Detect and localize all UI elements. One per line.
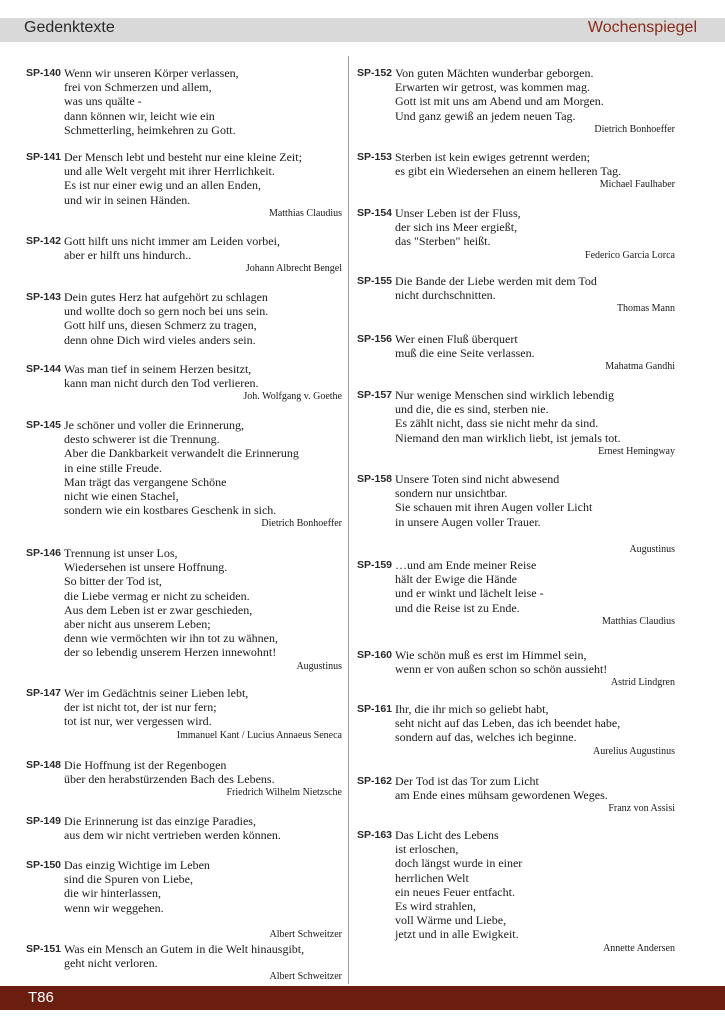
quote-code: SP-161	[357, 703, 393, 715]
quote-code: SP-159	[357, 559, 393, 571]
quote-code: SP-141	[26, 151, 62, 163]
quote-code: SP-160	[357, 649, 393, 661]
quote-line: desto schwerer ist die Trennung.	[64, 432, 220, 447]
quote-code: SP-151	[26, 943, 62, 955]
quote-line: Wiedersehen ist unsere Hoffnung.	[64, 560, 228, 575]
quote-line: seht nicht auf das Leben, das ich beendet habe,	[395, 716, 621, 731]
quote-line: und die, die es sind, sterben nie.	[395, 402, 549, 417]
quote-line: Nur wenige Menschen sind wirklich lebendig	[395, 388, 614, 402]
quote-line: am Ende eines mühsam gewordenen Weges.	[395, 788, 608, 803]
quote-code: SP-149	[26, 815, 62, 827]
quote-author: Friedrich Wilhelm Nietzsche	[226, 787, 342, 799]
quote-line: aber nicht aus unserem Leben;	[64, 617, 211, 632]
quote-text	[395, 472, 675, 529]
quote-line: ist erloschen,	[395, 842, 459, 857]
quote-line: jetzt und in alle Ewigkeit.	[395, 927, 519, 942]
quote-line: aus dem wir nicht vertrieben werden können.	[64, 828, 281, 843]
quote-line: Unser Leben ist der Fluss,	[395, 206, 521, 220]
quote-line: nicht wie einen Stachel,	[64, 489, 179, 504]
quote-line: frei von Schmerzen und allem,	[64, 80, 212, 95]
quote-code: SP-162	[357, 775, 393, 787]
quote-line: das "Sterben" heißt.	[395, 234, 491, 249]
quote-code: SP-147	[26, 687, 62, 699]
quote-line: Man trägt das vergangene Schöne	[64, 474, 227, 489]
quote-code: SP-158	[357, 473, 393, 485]
quote-author: Albert Schweitzer	[269, 928, 342, 940]
quote-code: SP-143	[26, 291, 62, 303]
quote-text	[64, 234, 342, 262]
quote-line: denn ohne Dich wird vieles anders sein.	[64, 332, 256, 347]
quote-line: kann man nicht durch den Tod verlieren.	[64, 376, 259, 391]
quote-line: Niemand den man wirklich liebt, ist jemals tot.	[395, 430, 621, 445]
quote-text	[64, 546, 342, 660]
quote-line: über den herabstürzenden Bach des Lebens.	[64, 772, 275, 787]
quote-text	[395, 388, 675, 445]
quote-line: Sie schauen mit ihren Augen voller Licht	[395, 500, 593, 515]
quote-line: Gott hilft uns nicht immer am Leiden vorbei,	[64, 234, 280, 248]
quote-line: Je schöner und voller die Erinnerung,	[64, 418, 244, 432]
quote-code: SP-146	[26, 547, 62, 559]
quote-code: SP-154	[357, 207, 393, 219]
quote-line: dann können wir, leicht wie ein	[64, 108, 215, 123]
quote-line: und wollte doch so gern noch bei uns sein.	[64, 304, 269, 319]
quote-code: SP-155	[357, 275, 393, 287]
quote-line: Der Tod ist das Tor zum Licht	[395, 774, 539, 788]
quote-line: in eine stille Freude.	[64, 460, 162, 475]
quote-text	[64, 686, 342, 729]
quote-author: Annette Andersen	[603, 942, 675, 954]
quote-text	[64, 66, 342, 137]
quote-text	[64, 418, 342, 517]
quote-code: SP-150	[26, 859, 62, 871]
quote-line: Gott ist mit uns am Abend und am Morgen.	[395, 94, 604, 109]
quote-author: Albert Schweitzer	[269, 971, 342, 983]
quote-text	[64, 362, 342, 390]
quote-author: Dietrich Bonhoeffer	[594, 123, 675, 135]
quote-line: wenn wir weggehen.	[64, 900, 164, 915]
quote-line: Es ist nur einer ewig und an allen Enden,	[64, 178, 261, 193]
footer-bar	[0, 986, 725, 1010]
quote-line: So bitter der Tod ist,	[64, 574, 162, 589]
quote-author: Franz von Assisi	[608, 803, 675, 815]
quote-line: Unsere Toten sind nicht abwesend	[395, 472, 560, 486]
quote-line: wenn er von außen schon so schön aussieht!	[395, 662, 608, 677]
quote-line: der so lebendig unserem Herzen innewohnt!	[64, 645, 277, 660]
quote-author: Dietrich Bonhoeffer	[261, 518, 342, 530]
quote-line: tot ist nur, wer vergessen wird.	[64, 714, 212, 729]
quote-text	[395, 332, 675, 360]
quote-author: Matthias Claudius	[268, 207, 342, 219]
quote-line: Sterben ist kein ewiges getrennt werden;	[395, 150, 590, 164]
quote-line: und die Reise ist zu Ende.	[395, 600, 520, 615]
quote-code: SP-140	[26, 67, 62, 79]
quote-line: Was man tief in seinem Herzen besitzt,	[64, 362, 252, 376]
quote-line: geht nicht verloren.	[64, 956, 158, 971]
page-header	[0, 0, 725, 46]
quote-line: Der Mensch lebt und besteht nur eine kleine Zeit;	[64, 150, 302, 164]
quote-line: hält der Ewige die Hände	[395, 572, 517, 587]
quote-code: SP-163	[357, 829, 393, 841]
quote-author: Astrid Lindgren	[610, 677, 675, 689]
quote-text	[64, 814, 342, 842]
quote-code: SP-153	[357, 151, 393, 163]
quote-line: Gott hilf uns, diesen Schmerz zu tragen,	[64, 318, 257, 333]
quote-author: Ernest Hemingway	[598, 445, 675, 457]
quote-line: Und ganz gewiß an jedem neuen Tag.	[395, 108, 576, 123]
quote-code: SP-157	[357, 389, 393, 401]
quote-text	[395, 648, 675, 676]
quote-line: die Liebe vermag er nicht zu scheiden.	[64, 588, 250, 603]
quote-code: SP-144	[26, 363, 62, 375]
quote-line: und er winkt und lächelt leise -	[395, 586, 544, 601]
quote-line: …und am Ende meiner Reise	[395, 558, 537, 572]
quote-author: Joh. Wolfgang v. Goethe	[243, 391, 342, 403]
quote-text	[395, 774, 675, 802]
quote-line: Wer einen Fluß überquert	[395, 332, 518, 346]
quote-line: es gibt ein Wiedersehen an einem helleren Tag.	[395, 164, 622, 179]
quote-line: doch längst wurde in einer	[395, 856, 523, 871]
quote-line: Was ein Mensch an Gutem in die Welt hinausgibt,	[64, 942, 305, 956]
quote-line: und wir in seinen Händen.	[64, 192, 191, 207]
quote-code: SP-156	[357, 333, 393, 345]
quote-line: sondern wie ein kostbares Geschenk in sich.	[64, 503, 277, 518]
quote-line: herrlichen Welt	[395, 870, 469, 885]
quote-line: sondern auf das, welches ich beginne.	[395, 730, 577, 745]
publication-title: Wochenspiegel	[587, 19, 697, 36]
column-divider	[348, 56, 349, 984]
quote-code: SP-148	[26, 759, 62, 771]
quote-line: Aus dem Leben ist er zwar geschieden,	[64, 602, 253, 617]
quote-line: denn wie vermöchten wir ihn tot zu wähnen,	[64, 631, 278, 646]
section-title: Gedenktexte	[24, 19, 115, 36]
quote-line: aber er hilft uns hindurch..	[64, 248, 192, 263]
quote-author: Michael Faulhaber	[599, 179, 675, 191]
quote-line: Das einzig Wichtige im Leben	[64, 858, 210, 872]
quote-line: Von guten Mächten wunderbar geborgen.	[395, 66, 594, 80]
quote-line: Es wird strahlen,	[395, 899, 476, 914]
quote-text	[64, 942, 342, 970]
quote-author: Federico Garcia Lorca	[585, 249, 675, 261]
quote-author: Johann Albrecht Bengel	[245, 263, 342, 275]
quote-text	[64, 858, 342, 915]
quote-line: in unsere Augen voller Trauer.	[395, 514, 541, 529]
quote-text	[64, 758, 342, 786]
quote-author: Mahatma Gandhi	[605, 361, 675, 373]
page-number: T86	[28, 989, 54, 1006]
quote-text	[395, 828, 675, 942]
quote-line: die wir hinterlassen,	[64, 886, 161, 901]
quote-line: Die Erinnerung ist das einzige Paradies,	[64, 814, 256, 828]
quote-line: sind die Spuren von Liebe,	[64, 872, 193, 887]
quote-code: SP-152	[357, 67, 393, 79]
quote-line: Die Hoffnung ist der Regenbogen	[64, 758, 227, 772]
quote-line: Dein gutes Herz hat aufgehört zu schlagen	[64, 290, 268, 304]
quote-line: Schmetterling, heimkehren zu Gott.	[64, 122, 236, 137]
quote-author: Augustinus	[629, 544, 675, 555]
quote-line: Aber die Dankbarkeit verwandelt die Erinnerung	[64, 446, 299, 461]
quote-text	[395, 66, 675, 123]
quote-line: voll Wärme und Liebe,	[395, 913, 507, 928]
quote-text	[395, 206, 675, 249]
quote-text	[395, 150, 675, 178]
quote-line: muß die eine Seite verlassen.	[395, 346, 535, 361]
quote-text	[395, 274, 675, 302]
quote-text	[64, 290, 342, 347]
quote-line: Das Licht des Lebens	[395, 828, 499, 842]
quote-line: Wie schön muß es erst im Himmel sein,	[395, 648, 587, 662]
quote-line: sondern nur unsichtbar.	[395, 486, 508, 501]
quote-text	[395, 558, 675, 615]
quote-line: Trennung ist unser Los,	[64, 546, 178, 560]
quote-line: Erwarten wir getrost, was kommen mag.	[395, 80, 590, 95]
quote-text	[395, 702, 675, 745]
quote-line: Wer im Gedächtnis seiner Lieben lebt,	[64, 686, 249, 700]
quote-author: Immanuel Kant / Lucius Annaeus Seneca	[176, 729, 342, 741]
quote-line: ein neues Feuer entfacht.	[395, 884, 515, 899]
quote-author: Augustinus	[296, 660, 342, 672]
quote-line: der ist nicht tot, der ist nur fern;	[64, 700, 217, 715]
quote-text	[64, 150, 342, 207]
quote-line: Ihr, die ihr mich so geliebt habt,	[395, 702, 549, 716]
quote-line: Die Bande der Liebe werden mit dem Tod	[395, 274, 597, 288]
quote-line: nicht durchschnitten.	[395, 288, 496, 303]
quote-line: der sich ins Meer ergießt,	[395, 220, 518, 235]
quote-author: Thomas Mann	[616, 303, 675, 315]
quote-code: SP-142	[26, 235, 62, 247]
quote-code: SP-145	[26, 419, 62, 431]
quote-line: was uns quälte -	[64, 94, 142, 109]
quote-line: Wenn wir unseren Körper verlassen,	[64, 66, 239, 80]
quote-author: Aurelius Augustinus	[593, 745, 675, 757]
quote-line: Es zählt nicht, dass sie nicht mehr da sind.	[395, 416, 599, 431]
quote-author: Matthias Claudius	[601, 615, 675, 627]
quote-line: und alle Welt vergeht mit ihrer Herrlichkeit.	[64, 164, 275, 179]
